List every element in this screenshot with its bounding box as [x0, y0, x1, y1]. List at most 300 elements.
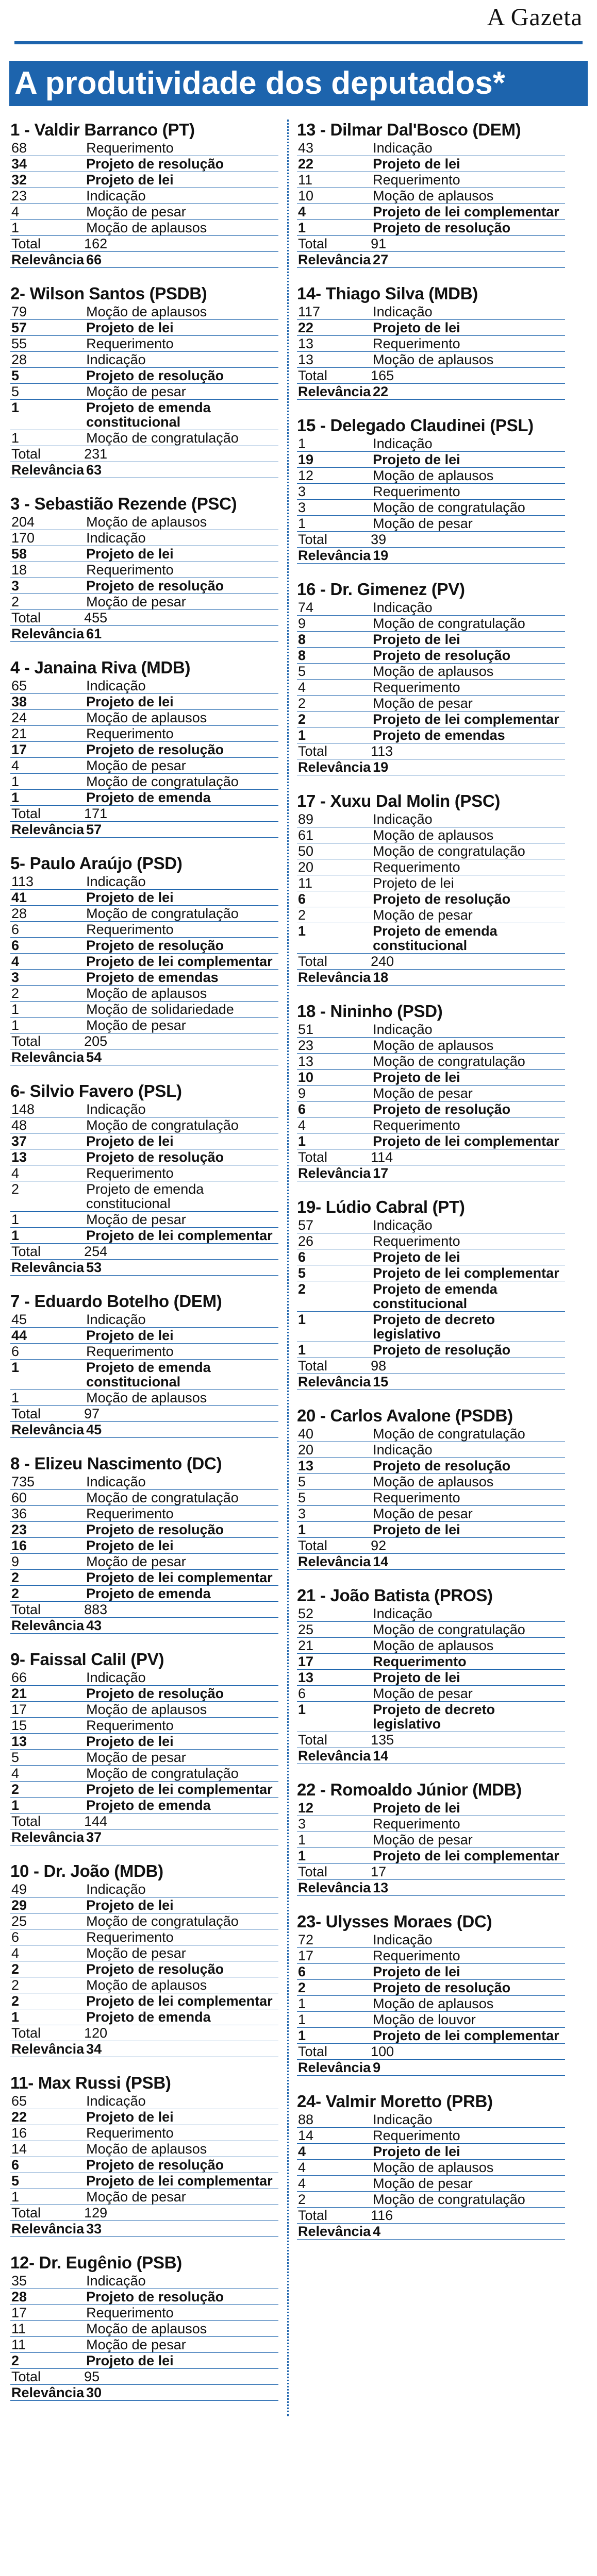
- table-row: [297, 1948, 565, 1964]
- row-count: 13: [297, 336, 371, 352]
- table-row: [297, 320, 565, 336]
- row-type: Projeto de emenda: [84, 1798, 278, 1814]
- row-count: 2: [10, 1961, 84, 1977]
- row-count: 1: [10, 1018, 84, 1033]
- row-count: 2: [297, 907, 371, 923]
- table-row: [10, 2189, 278, 2205]
- table-row: [297, 2192, 565, 2208]
- table-row: [297, 648, 565, 664]
- total-value: 98: [371, 1358, 565, 1374]
- table-row: [297, 156, 565, 172]
- table-row: [297, 2012, 565, 2028]
- table-row: [10, 220, 278, 236]
- row-type: Projeto de resolução: [371, 648, 565, 664]
- row-type: Moção de aplausos: [84, 2141, 278, 2157]
- row-count: 13: [297, 352, 371, 368]
- table-row: [10, 954, 278, 970]
- row-count: 10: [297, 1070, 371, 1086]
- row-type: Moção de aplausos: [371, 827, 565, 843]
- relevance-row: [297, 759, 565, 775]
- row-count: 3: [10, 578, 84, 594]
- relevance-row: [297, 1748, 565, 1764]
- table-row: [10, 1734, 278, 1750]
- table-row: [10, 140, 278, 156]
- row-count: 55: [10, 336, 84, 352]
- deputy-table: [10, 2273, 278, 2401]
- total-value: 17: [371, 1864, 565, 1880]
- table-row: [10, 1977, 278, 1993]
- row-count: 17: [297, 1654, 371, 1670]
- total-value: 240: [371, 954, 565, 970]
- row-count: 1: [297, 1996, 371, 2012]
- row-count: 11: [297, 875, 371, 891]
- row-count: 43: [297, 140, 371, 156]
- row-count: 48: [10, 1117, 84, 1133]
- relevance-label: Relevância: [11, 1618, 85, 1633]
- row-type: Projeto de resolução: [371, 1342, 565, 1358]
- row-type: Moção de aplausos: [84, 1702, 278, 1718]
- row-type: Projeto de lei: [84, 694, 278, 710]
- row-count: 4: [297, 2160, 371, 2176]
- relevance-row: [297, 970, 565, 986]
- row-type: Moção de pesar: [84, 384, 278, 400]
- row-type: Requerimento: [84, 922, 278, 938]
- table-row: [10, 188, 278, 204]
- row-count: 6: [297, 1101, 371, 1117]
- table-row: [297, 1964, 565, 1980]
- relevance-value: 66: [84, 252, 278, 268]
- table-row: [297, 891, 565, 907]
- row-type: Moção de aplausos: [371, 1474, 565, 1490]
- table-row: [10, 430, 278, 446]
- row-count: 6: [10, 938, 84, 954]
- table-row: [297, 827, 565, 843]
- relevance-label: Relevância: [298, 1880, 371, 1895]
- relevance-value: 27: [371, 252, 565, 268]
- row-type: Moção de pesar: [84, 1018, 278, 1033]
- table-row: [10, 172, 278, 188]
- deputy-block: [297, 1780, 565, 1896]
- table-row: [10, 1018, 278, 1033]
- row-type: Moção de congratulação: [84, 1913, 278, 1929]
- row-type: Moção de pesar: [84, 2189, 278, 2205]
- row-type: Indicação: [371, 1606, 565, 1622]
- row-count: 45: [10, 1312, 84, 1328]
- row-count: 1: [10, 400, 84, 430]
- deputy-table: [297, 140, 565, 268]
- relevance-label: Relevância: [11, 1829, 85, 1845]
- table-row: [297, 500, 565, 516]
- table-row: [10, 2109, 278, 2125]
- relevance-label: Relevância: [298, 2060, 371, 2075]
- row-count: 2: [10, 1570, 84, 1586]
- row-count: 2: [10, 1181, 84, 1212]
- table-row: [10, 1538, 278, 1554]
- row-type: Projeto de emenda constitucional: [84, 400, 278, 430]
- row-count: 1: [10, 220, 84, 236]
- total-row: [297, 954, 565, 970]
- table-row: [10, 1570, 278, 1586]
- row-count: 10: [297, 188, 371, 204]
- deputy-title: 24- Valmir Moretto (PRB): [297, 2092, 493, 2111]
- row-type: Projeto de lei: [84, 1897, 278, 1913]
- deputy-block: [10, 1649, 278, 1845]
- total-label: Total: [10, 446, 84, 462]
- row-count: 2: [10, 2353, 84, 2369]
- row-type: Projeto de emenda: [84, 2009, 278, 2025]
- row-count: 6: [10, 1344, 84, 1360]
- row-type: Projeto de lei: [371, 156, 565, 172]
- row-type: Projeto de resolução: [84, 368, 278, 384]
- total-value: 113: [371, 743, 565, 759]
- row-count: 89: [297, 811, 371, 827]
- table-row: [297, 1070, 565, 1086]
- row-type: Requerimento: [371, 1117, 565, 1133]
- table-row: [297, 680, 565, 696]
- relevance-value: 37: [84, 1829, 278, 1845]
- total-value: 162: [84, 236, 278, 252]
- row-count: 18: [10, 562, 84, 578]
- table-row: [10, 204, 278, 220]
- row-count: 1: [10, 2009, 84, 2025]
- total-row: [297, 236, 565, 252]
- row-count: 1: [297, 2012, 371, 2028]
- row-count: 1: [297, 1832, 371, 1848]
- relevance-row: [10, 252, 278, 268]
- row-type: Moção de congratulação: [84, 430, 278, 446]
- relevance-value: 4: [371, 2224, 565, 2240]
- total-label: Total: [297, 2208, 371, 2224]
- row-count: 5: [297, 1474, 371, 1490]
- deputy-block: [10, 657, 278, 838]
- row-count: 1: [10, 1360, 84, 1390]
- row-type: Requerimento: [84, 562, 278, 578]
- total-row: [10, 446, 278, 462]
- row-type: Projeto de resolução: [371, 1101, 565, 1117]
- table-row: [297, 468, 565, 484]
- row-type: Moção de aplausos: [84, 304, 278, 320]
- row-count: 1: [297, 436, 371, 452]
- row-type: Projeto de lei: [371, 2144, 565, 2160]
- total-label: Total: [297, 743, 371, 759]
- table-row: [297, 1233, 565, 1249]
- total-label: Total: [10, 1033, 84, 1049]
- row-count: 4: [297, 204, 371, 220]
- masthead-rule: [14, 41, 583, 44]
- row-type: Moção de congratulação: [84, 1766, 278, 1782]
- table-row: [297, 1217, 565, 1233]
- row-count: 17: [297, 1948, 371, 1964]
- row-type: Moção de aplausos: [371, 1038, 565, 1054]
- row-type: Moção de aplausos: [84, 1977, 278, 1993]
- table-row: [297, 1458, 565, 1474]
- deputy-table: [297, 1800, 565, 1896]
- total-value: 116: [371, 2208, 565, 2224]
- table-row: [297, 1022, 565, 1038]
- deputy-block: [10, 494, 278, 642]
- table-row: [297, 616, 565, 632]
- row-type: Projeto de lei: [84, 1328, 278, 1344]
- row-count: 2: [297, 2192, 371, 2208]
- row-type: Projeto de emenda constitucional: [371, 923, 565, 954]
- row-type: Moção de aplausos: [84, 986, 278, 1002]
- row-count: 36: [10, 1506, 84, 1522]
- row-type: Projeto de decreto legislativo: [371, 1702, 565, 1732]
- table-row: [10, 2125, 278, 2141]
- row-count: 74: [297, 600, 371, 616]
- row-count: 2: [297, 696, 371, 711]
- row-count: 8: [297, 632, 371, 648]
- relevance-label: Relevância: [298, 1165, 371, 1181]
- deputy-title: 3 - Sebastião Rezende (PSC): [10, 494, 237, 513]
- row-count: 22: [297, 156, 371, 172]
- table-row: [297, 436, 565, 452]
- deputy-block: [297, 1001, 565, 1181]
- total-row: [10, 610, 278, 626]
- row-count: 3: [10, 970, 84, 986]
- row-type: Moção de pesar: [84, 204, 278, 220]
- table-row: [297, 632, 565, 648]
- table-row: [10, 710, 278, 726]
- total-value: 97: [84, 1406, 278, 1422]
- row-count: 1: [297, 516, 371, 532]
- row-type: Indicação: [371, 1442, 565, 1458]
- row-count: 5: [10, 2173, 84, 2189]
- row-type: Indicação: [371, 811, 565, 827]
- row-type: Requerimento: [84, 336, 278, 352]
- deputy-block: [10, 120, 278, 268]
- row-count: 14: [10, 2141, 84, 2157]
- total-label: Total: [10, 236, 84, 252]
- row-count: 4: [10, 204, 84, 220]
- table-row: [297, 204, 565, 220]
- table-row: [10, 938, 278, 954]
- row-type: Projeto de lei complementar: [84, 954, 278, 970]
- row-type: Moção de louvor: [371, 2012, 565, 2028]
- relevance-label: Relevância: [11, 2041, 85, 2057]
- total-row: [10, 2025, 278, 2041]
- table-row: [10, 2289, 278, 2305]
- total-label: Total: [297, 532, 371, 548]
- table-row: [10, 1474, 278, 1490]
- table-row: [297, 1638, 565, 1654]
- deputy-table: [10, 678, 278, 838]
- row-type: Projeto de lei complementar: [371, 1848, 565, 1864]
- row-count: 4: [10, 1165, 84, 1181]
- table-row: [297, 1086, 565, 1101]
- table-row: [297, 220, 565, 236]
- table-row: [10, 562, 278, 578]
- row-type: Requerimento: [371, 859, 565, 875]
- relevance-row: [10, 1049, 278, 1065]
- row-type: Projeto de lei: [84, 172, 278, 188]
- relevance-row: [10, 1829, 278, 1845]
- row-type: Requerimento: [371, 680, 565, 696]
- table-row: [10, 2009, 278, 2025]
- total-value: 114: [371, 1149, 565, 1165]
- total-label: Total: [10, 1814, 84, 1829]
- left-column: [10, 120, 278, 2416]
- row-type: Indicação: [84, 1882, 278, 1897]
- row-type: Projeto de lei complementar: [84, 1782, 278, 1798]
- row-type: Indicação: [84, 530, 278, 546]
- row-type: Projeto de lei: [84, 1538, 278, 1554]
- row-count: 2: [297, 1980, 371, 1996]
- table-row: [297, 1980, 565, 1996]
- row-count: 21: [297, 1638, 371, 1654]
- deputy-table: [297, 600, 565, 775]
- table-row: [10, 1506, 278, 1522]
- row-count: 6: [297, 1249, 371, 1265]
- total-label: Total: [297, 236, 371, 252]
- table-row: [10, 1117, 278, 1133]
- deputy-table: [297, 304, 565, 400]
- row-count: 2: [10, 1993, 84, 2009]
- row-type: Moção de pesar: [371, 1832, 565, 1848]
- total-value: 129: [84, 2205, 278, 2221]
- row-type: Projeto de lei complementar: [371, 204, 565, 220]
- row-type: Projeto de resolução: [84, 156, 278, 172]
- row-type: Projeto de emenda: [84, 1586, 278, 1602]
- table-row: [10, 1101, 278, 1117]
- row-count: 68: [10, 140, 84, 156]
- row-type: Moção de congratulação: [84, 774, 278, 790]
- row-count: 34: [10, 156, 84, 172]
- row-type: Moção de aplausos: [84, 710, 278, 726]
- total-row: [10, 1406, 278, 1422]
- table-row: [10, 336, 278, 352]
- row-type: Projeto de emenda constitucional: [371, 1281, 565, 1312]
- row-type: Projeto de lei: [84, 890, 278, 906]
- deputy-table: [297, 1426, 565, 1570]
- row-type: Projeto de resolução: [371, 891, 565, 907]
- row-type: Projeto de lei: [371, 1964, 565, 1980]
- table-row: [10, 1149, 278, 1165]
- row-type: Requerimento: [371, 172, 565, 188]
- relevance-label: Relevância: [11, 1422, 85, 1437]
- right-column: [297, 120, 565, 2416]
- relevance-label: Relevância: [11, 1049, 85, 1065]
- row-type: Requerimento: [84, 1344, 278, 1360]
- relevance-row: [297, 1554, 565, 1570]
- table-row: [10, 2157, 278, 2173]
- table-row: [297, 1312, 565, 1342]
- table-row: [297, 1426, 565, 1442]
- table-row: [10, 594, 278, 610]
- row-count: 113: [10, 874, 84, 890]
- table-row: [10, 400, 278, 430]
- relevance-label: Relevância: [11, 626, 85, 641]
- table-row: [10, 2093, 278, 2109]
- table-row: [10, 922, 278, 938]
- row-count: 1: [297, 1848, 371, 1864]
- row-count: 9: [10, 1554, 84, 1570]
- deputy-block: [297, 579, 565, 775]
- row-type: Moção de pesar: [84, 2337, 278, 2353]
- deputy-title: 15 - Delegado Claudinei (PSL): [297, 416, 534, 435]
- deputy-title: 6- Silvio Favero (PSL): [10, 1081, 182, 1100]
- deputy-title: 16 - Dr. Gimenez (PV): [297, 580, 465, 599]
- row-type: Projeto de lei: [84, 546, 278, 562]
- row-count: 13: [297, 1054, 371, 1070]
- table-row: [297, 2128, 565, 2144]
- relevance-value: 14: [371, 1554, 565, 1570]
- table-row: [297, 2112, 565, 2128]
- row-count: 9: [297, 1086, 371, 1101]
- relevance-value: 43: [84, 1618, 278, 1634]
- row-type: Indicação: [371, 304, 565, 320]
- table-row: [297, 484, 565, 500]
- total-value: 135: [371, 1732, 565, 1748]
- deputy-block: [10, 1861, 278, 2057]
- table-row: [297, 1117, 565, 1133]
- deputy-title: 10 - Dr. João (MDB): [10, 1861, 163, 1880]
- row-count: 4: [297, 2176, 371, 2192]
- relevance-value: 19: [371, 548, 565, 564]
- row-count: 21: [10, 726, 84, 742]
- table-row: [10, 1328, 278, 1344]
- row-count: 28: [10, 2289, 84, 2305]
- row-count: 19: [297, 452, 371, 468]
- total-row: [297, 743, 565, 759]
- total-value: 91: [371, 236, 565, 252]
- table-row: [297, 1702, 565, 1732]
- deputy-block: [297, 1911, 565, 2076]
- deputy-table: [10, 514, 278, 642]
- row-type: Projeto de lei: [371, 320, 565, 336]
- total-value: 165: [371, 368, 565, 384]
- deputy-block: [10, 2073, 278, 2237]
- total-label: Total: [297, 1538, 371, 1554]
- row-count: 1: [10, 1002, 84, 1018]
- table-row: [297, 1932, 565, 1948]
- deputy-table: [10, 304, 278, 478]
- column-divider: [278, 120, 297, 2416]
- row-count: 12: [297, 1800, 371, 1816]
- row-type: Moção de pesar: [84, 758, 278, 774]
- row-type: Projeto de emenda constitucional: [84, 1360, 278, 1390]
- row-type: Projeto de lei complementar: [84, 2173, 278, 2189]
- total-value: 144: [84, 1814, 278, 1829]
- relevance-value: 63: [84, 462, 278, 478]
- relevance-value: 34: [84, 2041, 278, 2057]
- row-type: Projeto de lei complementar: [371, 1133, 565, 1149]
- relevance-row: [10, 822, 278, 838]
- row-type: Projeto de lei: [371, 1070, 565, 1086]
- total-label: Total: [10, 610, 84, 626]
- relevance-value: 45: [84, 1422, 278, 1438]
- row-type: Projeto de resolução: [84, 742, 278, 758]
- deputy-block: [10, 1453, 278, 1634]
- row-type: Moção de congratulação: [84, 1490, 278, 1506]
- row-type: Moção de pesar: [371, 1686, 565, 1702]
- row-type: Projeto de lei complementar: [84, 1993, 278, 2009]
- total-value: 39: [371, 532, 565, 548]
- table-row: [10, 970, 278, 986]
- relevance-label: Relevância: [298, 2224, 371, 2239]
- row-type: Moção de pesar: [371, 516, 565, 532]
- deputy-table: [297, 811, 565, 986]
- row-count: 22: [297, 320, 371, 336]
- deputy-title: 13 - Dilmar Dal'Bosco (DEM): [297, 120, 521, 139]
- row-count: 23: [10, 1522, 84, 1538]
- row-type: Projeto de lei: [371, 875, 565, 891]
- row-count: 20: [297, 1442, 371, 1458]
- row-type: Requerimento: [84, 726, 278, 742]
- row-type: Requerimento: [371, 1816, 565, 1832]
- relevance-label: Relevância: [11, 2221, 85, 2236]
- masthead: [0, 0, 597, 52]
